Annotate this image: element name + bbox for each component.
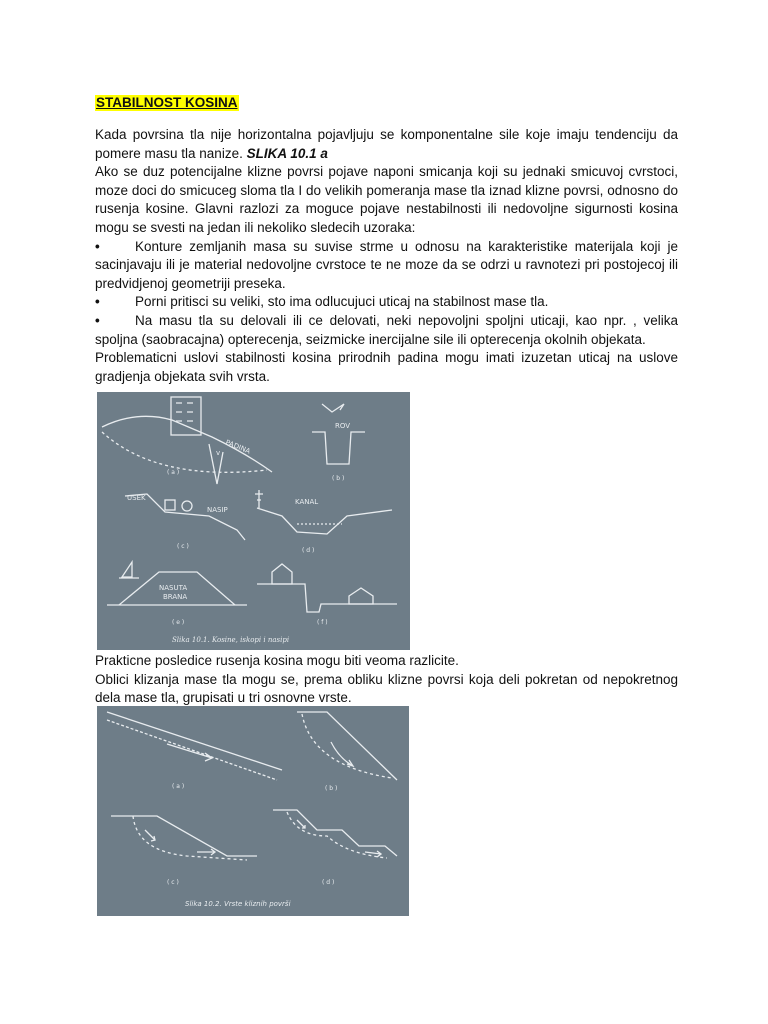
label-nasip: NASIP bbox=[207, 506, 228, 514]
label-d2: ( d ) bbox=[322, 879, 335, 886]
arrow-c2-icon bbox=[197, 849, 215, 855]
label-c2: ( c ) bbox=[167, 879, 179, 886]
paragraph-5: Oblici klizanja mase tla mogu se, prema obliku klizne povrsi koja deli pokretan od nepokretnog dela mase tla, grupisati u tri osnovne vrste. bbox=[95, 671, 678, 706]
label-nasuta: NASUTA bbox=[159, 584, 188, 592]
label-a: ( a ) bbox=[167, 469, 180, 476]
label-d: ( d ) bbox=[302, 547, 315, 554]
vehicle-icon bbox=[165, 500, 175, 510]
label-usek: USEK bbox=[127, 494, 146, 502]
label-a2: ( a ) bbox=[172, 783, 185, 790]
slope-a-surface bbox=[107, 712, 282, 770]
slope-d-surface bbox=[273, 810, 397, 856]
excavator-icon bbox=[322, 404, 344, 412]
figure-10-2-sketch bbox=[97, 706, 409, 916]
house-icon-2 bbox=[349, 588, 373, 604]
figure-10-1-sketch bbox=[97, 392, 410, 650]
label-kanal: KANAL bbox=[295, 498, 319, 506]
slope-a-line bbox=[102, 416, 272, 472]
house-icon-1 bbox=[272, 564, 292, 584]
terrace-line bbox=[257, 584, 397, 612]
slip-surface-d bbox=[287, 812, 387, 858]
figure-10-2 bbox=[97, 706, 409, 916]
figure-10-1 bbox=[97, 392, 410, 650]
bullet-text-1: Konture zemljanih masa su suvise strme u odnosu na karakteristike materijala koji je sacinjavaju ili je material nedovoljne cvrstoce te ne moze da se odrzi u ravnotezi pri postojecoj ili predvidjenoj geometriji preseka. bbox=[95, 238, 678, 291]
label-rov: ROV bbox=[335, 422, 351, 430]
trench-line bbox=[312, 432, 365, 464]
canal-line bbox=[257, 508, 392, 534]
figure-10-2-caption: Slika 10.2. Vrste kliznih površi bbox=[185, 900, 291, 908]
arrow-a-icon bbox=[167, 744, 212, 761]
sailboat-icon bbox=[122, 562, 132, 577]
slip-plane-a bbox=[107, 720, 277, 780]
bullet-item-3: • Na masu tla su delovali ili ce delovati, neki nepovoljni spoljni uticaji, kao npr. , velika spoljna (saobracajna) opterecenja, seizmicke inercijalne sile ili opterecenja okolnih objekata. bbox=[95, 312, 678, 347]
intro-text bbox=[95, 126, 678, 386]
label-brana: BRANA bbox=[163, 593, 188, 601]
paragraph-4: Prakticne posledice rusenja kosina mogu biti veoma razlicite. bbox=[95, 653, 459, 668]
figure-ref: SLIKA 10.1 a bbox=[246, 145, 328, 161]
intro-line: Kada povrsina tla nije horizontalna pojavljuju se komponentalne sile koje imaju tendenciju da pomere masu tla nanize. bbox=[95, 127, 678, 161]
label-b2: ( b ) bbox=[325, 785, 338, 792]
arrow-b-icon bbox=[331, 742, 353, 766]
arrow-c1-icon bbox=[145, 830, 155, 841]
bullet-item-2: • Porni pritisci su veliki, sto ima odlucujuci uticaj na stabilnost mase tla. bbox=[95, 294, 549, 310]
slope-c-surface bbox=[111, 816, 257, 856]
label-b: ( b ) bbox=[332, 475, 345, 482]
building-icon bbox=[171, 397, 201, 435]
tower-icon bbox=[255, 490, 263, 508]
slope-b-surface bbox=[297, 712, 397, 780]
label-v: v bbox=[216, 449, 221, 457]
label-c: ( c ) bbox=[177, 543, 189, 550]
bullet-item-1: • Konture zemljanih masa su suvise strme u odnosu na karakteristike materijala koji je sacinjavaju ili je material nedovoljne cvrstoce te ne moze da se odrzi u ravnotezi pri postojecoj ili predvidjenoj geometriji preseka. bbox=[95, 238, 678, 291]
lower-text bbox=[95, 652, 678, 708]
label-e: ( e ) bbox=[172, 619, 185, 626]
paragraph-3: Problematicni uslovi stabilnosti kosina prirodnih padina mogu imati izuzetan uticaj na uslove gradjenja objekata svih vrsta. bbox=[95, 350, 678, 384]
document-title: STABILNOST KOSINA bbox=[96, 95, 238, 110]
arrow-d2-icon bbox=[365, 851, 381, 857]
slip-surface-c bbox=[133, 816, 247, 860]
slip-circle-b bbox=[302, 714, 392, 778]
bullet-text-3: Na masu tla su delovali ili ce delovati, neki nepovoljni spoljni uticaji, kao npr. , velika spoljna (saobracajna) opterecenja, seizmicke inercijalne sile ili opterecenja okolnih objekata. bbox=[95, 312, 678, 347]
figure-10-1-caption: Slika 10.1. Kosine, iskopi i nasipi bbox=[172, 636, 290, 644]
bullet-text-2: Porni pritisci su veliki, sto ima odlucujuci uticaj na stabilnost mase tla. bbox=[135, 294, 549, 310]
label-padina: PADINA bbox=[224, 438, 252, 456]
paragraph-2: Ako se duz potencijalne klizne povrsi pojave naponi smicanja koji su jednaki smicuvoj cvrstoci, moze doci do smicuceg sloma tla I do velikih pomeranja mase tla iznad klizne povrsi, odnosno do rusenja kosine. Glavni razlozi za moguce pojave nestabilnosti ili nedovoljne sigurnosti kosina mogu se svesti na jedan ili nekoliko sledecih uzoraka: bbox=[95, 164, 678, 235]
label-f: ( f ) bbox=[317, 619, 328, 626]
